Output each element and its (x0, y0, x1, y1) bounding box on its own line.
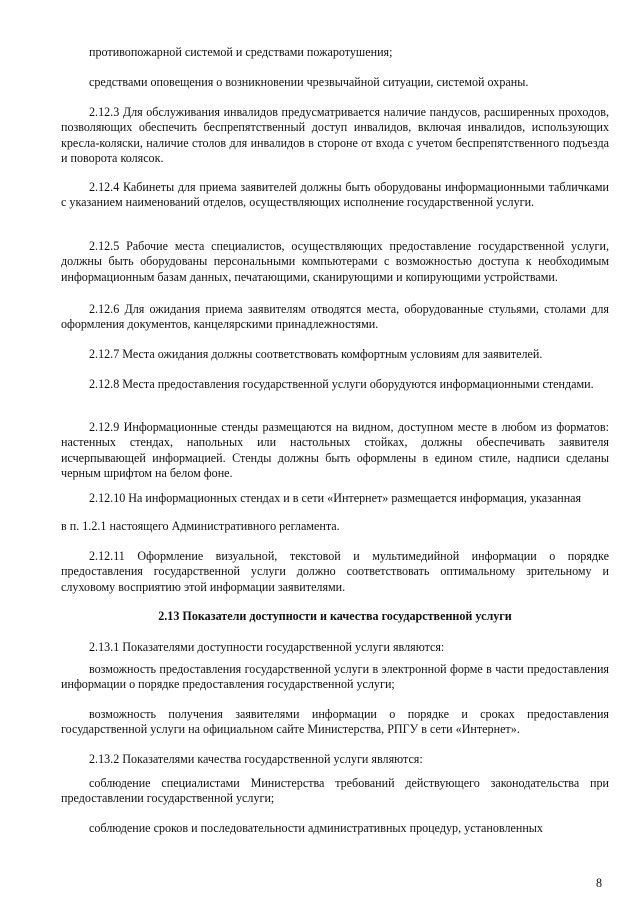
section-heading-2-13: 2.13 Показатели доступности и качества государственной услуги (158, 609, 512, 623)
paragraph-2-13-1: 2.13.1 Показателями доступности государственной услуги являются: (89, 640, 445, 654)
paragraph-2-12-4: 2.12.4 Кабинеты для приема заявителей должны быть оборудованы информационными табличками с указанием наименований отделов, осуществляющих исполнение государственной услуги. (61, 180, 609, 210)
paragraph-electronic-form: возможность предоставления государственной услуги в электронной форме в части предоставления информации о порядке предоставления государственной услуги; (61, 662, 609, 692)
paragraph-2-12-10-continuation: в п. 1.2.1 настоящего Административного регламента. (61, 519, 340, 533)
paragraph-fire-safety: противопожарной системой и средствами пожаротушения; (89, 45, 393, 59)
paragraph-2-12-11: 2.12.11 Оформление визуальной, текстовой и мультимедийной информации о порядке предоставления государственной услуги должно соответствовать оптимальному зрительному и слуховому восприятию этой информации заявителями. (61, 549, 609, 594)
paragraph-2-12-10: 2.12.10 На информационных стендах и в сети «Интернет» размещается информация, указанная (89, 491, 582, 505)
paragraph-2-12-3: 2.12.3 Для обслуживания инвалидов предусматривается наличие пандусов, расширенных проходов, позволяющих обеспечить беспрепятственный доступ инвалидов, включая инвалидов, использующих кресла-коляски, наличие столов для инвалидов в стороне от входа с учетом беспрепятственного подъезда и поворота колясок. (61, 105, 609, 166)
paragraph-legislation-compliance: соблюдение специалистами Министерства требований действующего законодательства при предоставлении государственной услуги; (61, 776, 609, 806)
paragraph-official-site: возможность получения заявителями информации о порядке и сроках предоставления государственной услуги на официальном сайте Министерства, РПГУ в сети «Интернет». (61, 707, 609, 737)
paragraph-2-13-2: 2.13.2 Показателями качества государственной услуги являются: (89, 752, 423, 766)
paragraph-2-12-6: 2.12.6 Для ожидания приема заявителям отводятся места, оборудованные стульями, столами для оформления документов, канцелярскими принадлежностями. (61, 302, 609, 332)
page-number: 8 (596, 876, 603, 890)
paragraph-alert-system: средствами оповещения о возникновении чрезвычайной ситуации, системой охраны. (89, 75, 529, 89)
paragraph-2-12-9: 2.12.9 Информационные стенды размещаются на видном, доступном месте в любом из форматов: настенных стендах, напольных или настольных стойках, должны обеспечивать заявителя исчерпывающей информацией. Стенды должны быть оформлены в едином стиле, надписи сделаны черным шрифтом на белом фоне. (61, 420, 609, 481)
paragraph-deadlines-compliance: соблюдение сроков и последовательности административных процедур, установленных (89, 821, 543, 835)
paragraph-2-12-5: 2.12.5 Рабочие места специалистов, осуществляющих предоставление государственной услуги, должны быть оборудованы персональными компьютерами с возможностью доступа к необходимым информационным базам данных, печатающими, сканирующими и копирующими устройствами. (61, 239, 609, 284)
paragraph-2-12-7: 2.12.7 Места ожидания должны соответствовать комфортным условиям для заявителей. (89, 347, 543, 361)
paragraph-2-12-8: 2.12.8 Места предоставления государственной услуги оборудуются информационными стендами. (89, 377, 594, 391)
